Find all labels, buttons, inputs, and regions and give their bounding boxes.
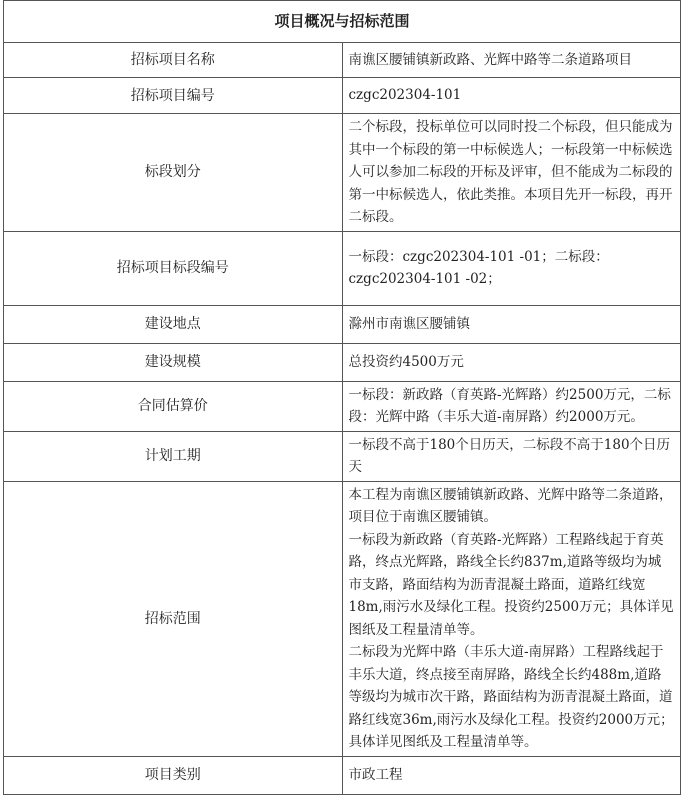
row-label: 招标项目名称: [4, 43, 343, 78]
row-label: 计划工期: [4, 431, 343, 481]
project-overview-table: [3, 0, 681, 795]
table-row: [4, 231, 681, 305]
table-row: [4, 114, 681, 232]
table-row: [4, 43, 681, 78]
table-row: [4, 343, 681, 381]
table-row: [4, 431, 681, 481]
table-row: [4, 756, 681, 794]
row-label: 项目类别: [4, 756, 343, 794]
scope-paragraph: 本工程为南谯区腰铺镇新政路、光辉中路等二条道路，项目位于南谯区腰铺镇。: [348, 486, 673, 525]
row-label: 建设地点: [4, 305, 343, 343]
table-title: 项目概况与招标范围: [4, 1, 681, 43]
row-label: 建设规模: [4, 343, 343, 381]
row-value: 二个标段，投标单位可以同时投二个标段，但只能成为其中一个标段的第一中标候选人；一标段第一中标候选人可以参加二标段的开标及评审，但不能成为二标段的第一中标候选人，依此类推。本项目先开一标段，再开二标段。: [342, 114, 681, 232]
scope-paragraph: 一标段为新政路（育英路-光辉路）工程路线起于育英路，终点光辉路，路线全长约837m,道路等级均为城市支路，路面结构为沥青混凝土路面，道路红线宽18m,雨污水及绿化工程。投资约2500万元；具体详见图纸及工程量清单等。: [348, 531, 674, 638]
table-row: [4, 78, 681, 114]
row-value: 一标段不高于180个日历天，二标段不高于180个日历天: [342, 431, 681, 481]
row-value: czgc202304-101: [342, 78, 681, 114]
row-label: 标段划分: [4, 114, 343, 232]
row-value: 市政工程: [342, 756, 681, 794]
row-value: [342, 481, 681, 756]
row-value: 一标段：czgc202304-101 -01；二标段：czgc202304-101 -02；: [342, 231, 681, 305]
row-label: 招标项目编号: [4, 78, 343, 114]
table-row: [4, 305, 681, 343]
table-row: [4, 481, 681, 756]
row-label: 招标范围: [4, 481, 343, 756]
row-value: 南谯区腰铺镇新政路、光辉中路等二条道路项目: [342, 43, 681, 78]
scope-paragraph: 二标段为光辉中路（丰乐大道-南屏路）工程路线起于丰乐大道，终点接至南屏路，路线全长约488m,道路等级均为城市次干路，路面结构为沥青混凝土路面，道路红线宽36m,雨污水及绿化工程。投资约2000万元；具体详见图纸及工程量清单等。: [348, 644, 674, 750]
row-label: 招标项目标段编号: [4, 231, 343, 305]
row-value: 滁州市南谯区腰铺镇: [342, 305, 681, 343]
table-title-row: [4, 1, 681, 43]
row-value: 总投资约4500万元: [342, 343, 681, 381]
row-value: 一标段：新政路（育英路-光辉路）约2500万元，二标段：光辉中路（丰乐大道-南屏路）约2000万元。: [342, 381, 681, 431]
row-label: 合同估算价: [4, 381, 343, 431]
table-row: [4, 381, 681, 431]
